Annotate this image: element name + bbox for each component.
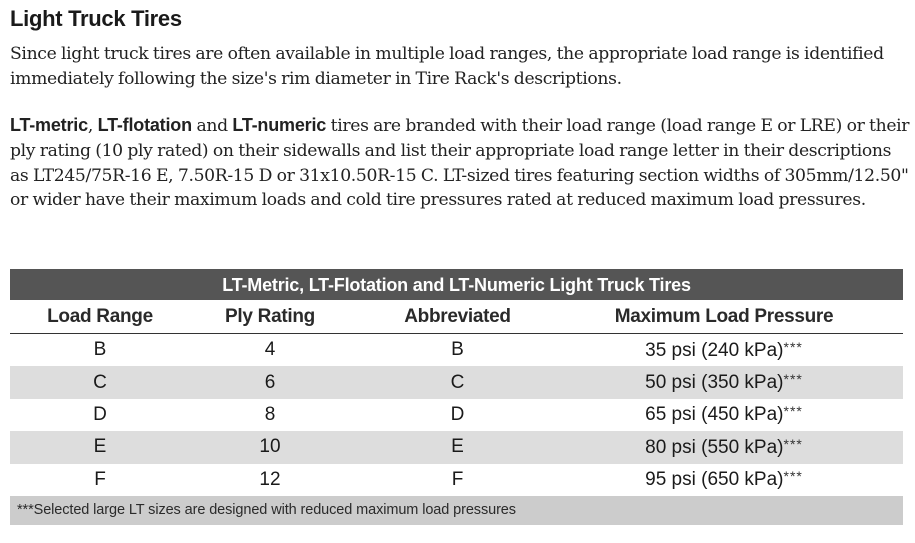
pressure-value: 95 psi (650 kPa)	[645, 469, 784, 491]
column-header-abbreviated: Abbreviated	[404, 305, 511, 327]
column-header-max-pressure: Maximum Load Pressure	[614, 305, 834, 327]
table-caption: LT-Metric, LT-Flotation and LT-Numeric Light Truck Tires	[10, 269, 903, 300]
footnote-marker: ***	[783, 403, 803, 420]
pressure-value: 35 psi (240 kPa)	[645, 339, 784, 361]
table-header-row	[10, 300, 903, 334]
pressure-value: 80 psi (550 kPa)	[645, 436, 784, 458]
pressure-value: 65 psi (450 kPa)	[645, 404, 784, 426]
footnote-marker: ***	[783, 371, 803, 388]
footnote-marker: ***	[783, 468, 803, 485]
cell-ply-rating: 8	[264, 403, 276, 425]
table-row	[10, 334, 903, 366]
lt-branding-paragraph	[10, 113, 910, 213]
cell-ply-rating: 6	[264, 371, 276, 393]
cell-abbreviated: D	[450, 403, 465, 425]
table-row	[10, 366, 903, 398]
cell-ply-rating: 12	[259, 468, 281, 490]
cell-load-range: E	[93, 436, 107, 458]
page-title: Light Truck Tires	[10, 6, 182, 31]
paragraph-body: tires are branded with their load range (load range E or LRE) or their ply rating (10 ply rated) on their sidewalls and list their appropriate load range letter in their descriptions as LT245/75R-16 E, 7.50R-15 D or 31x10.50R-15 C. LT-sized tires featuring section widths of 305mm/12.50" or wider have their maximum loads and cold tire pressures rated at reduced maximum load pressures.	[10, 116, 910, 211]
cell-load-range: B	[93, 339, 107, 361]
cell-load-range: D	[93, 403, 107, 425]
table-footnote: ***Selected large LT sizes are designed with reduced maximum load pressures	[10, 496, 903, 525]
table-row	[10, 399, 903, 431]
cell-abbreviated: F	[451, 468, 464, 490]
column-header-ply-rating: Ply Rating	[225, 305, 315, 327]
cell-abbreviated: E	[451, 436, 464, 458]
table-row	[10, 431, 903, 463]
cell-max-pressure	[555, 371, 903, 394]
term-lt-flotation: LT-flotation	[97, 115, 192, 135]
table-row	[10, 464, 903, 496]
load-range-table	[10, 269, 903, 525]
cell-abbreviated: B	[451, 339, 464, 361]
cell-ply-rating: 4	[264, 339, 276, 361]
cell-max-pressure	[555, 339, 903, 362]
cell-load-range: F	[94, 468, 106, 490]
separator: and	[191, 116, 233, 136]
cell-max-pressure	[555, 403, 903, 426]
column-header-load-range: Load Range	[47, 305, 153, 327]
footnote-marker: ***	[783, 338, 803, 355]
cell-ply-rating: 10	[259, 436, 281, 458]
term-lt-numeric: LT-numeric	[232, 115, 327, 135]
cell-max-pressure	[555, 468, 903, 491]
footnote-marker: ***	[783, 435, 803, 452]
intro-paragraph: Since light truck tires are often available in multiple load ranges, the appropriate load range is identified immediately following the size's rim diameter in Tire Rack's descriptions.	[10, 44, 884, 89]
pressure-value: 50 psi (350 kPa)	[645, 372, 784, 394]
separator: ,	[87, 116, 98, 136]
cell-max-pressure	[555, 436, 903, 459]
cell-abbreviated: C	[450, 371, 465, 393]
term-lt-metric: LT-metric	[10, 115, 88, 135]
cell-load-range: C	[93, 371, 107, 393]
